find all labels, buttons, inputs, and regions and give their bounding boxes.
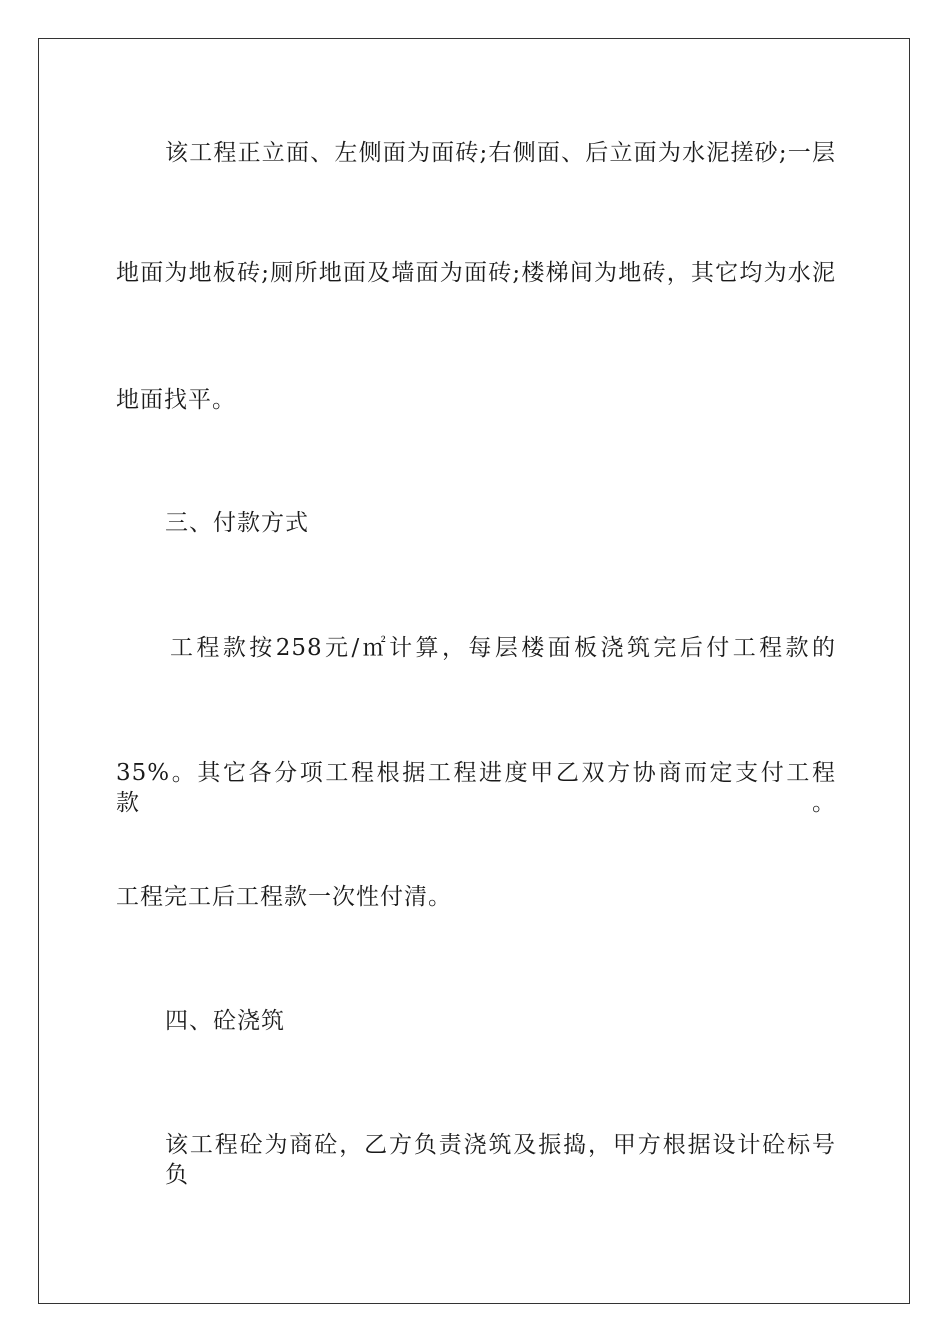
page-border: [38, 38, 910, 1304]
paragraph-finishes-line-2: 地面为地板砖;厕所地面及墙面为面砖;楼梯间为地砖，其它均为水泥: [116, 260, 836, 286]
paragraph-concrete-line-1: 该工程砼为商砼，乙方负责浇筑及振捣，甲方根据设计砼标号负: [165, 1132, 836, 1188]
paragraph-finishes-line-1: 该工程正立面、左侧面为面砖;右侧面、后立面为水泥搓砂;一层: [165, 140, 836, 166]
paragraph-payment-line-3: 工程完工后工程款一次性付清。: [116, 884, 452, 910]
paragraph-finishes-line-3: 地面找平。: [116, 387, 236, 413]
paragraph-payment-line-1: 工程款按258元/㎡计算，每层楼面板浇筑完后付工程款的: [170, 635, 836, 661]
section-heading-concrete: 四、砼浇筑: [165, 1008, 285, 1034]
section-heading-payment: 三、付款方式: [165, 510, 309, 536]
paragraph-payment-line-2: 35%。其它各分项工程根据工程进度甲乙双方协商而定支付工程款。: [116, 760, 836, 816]
